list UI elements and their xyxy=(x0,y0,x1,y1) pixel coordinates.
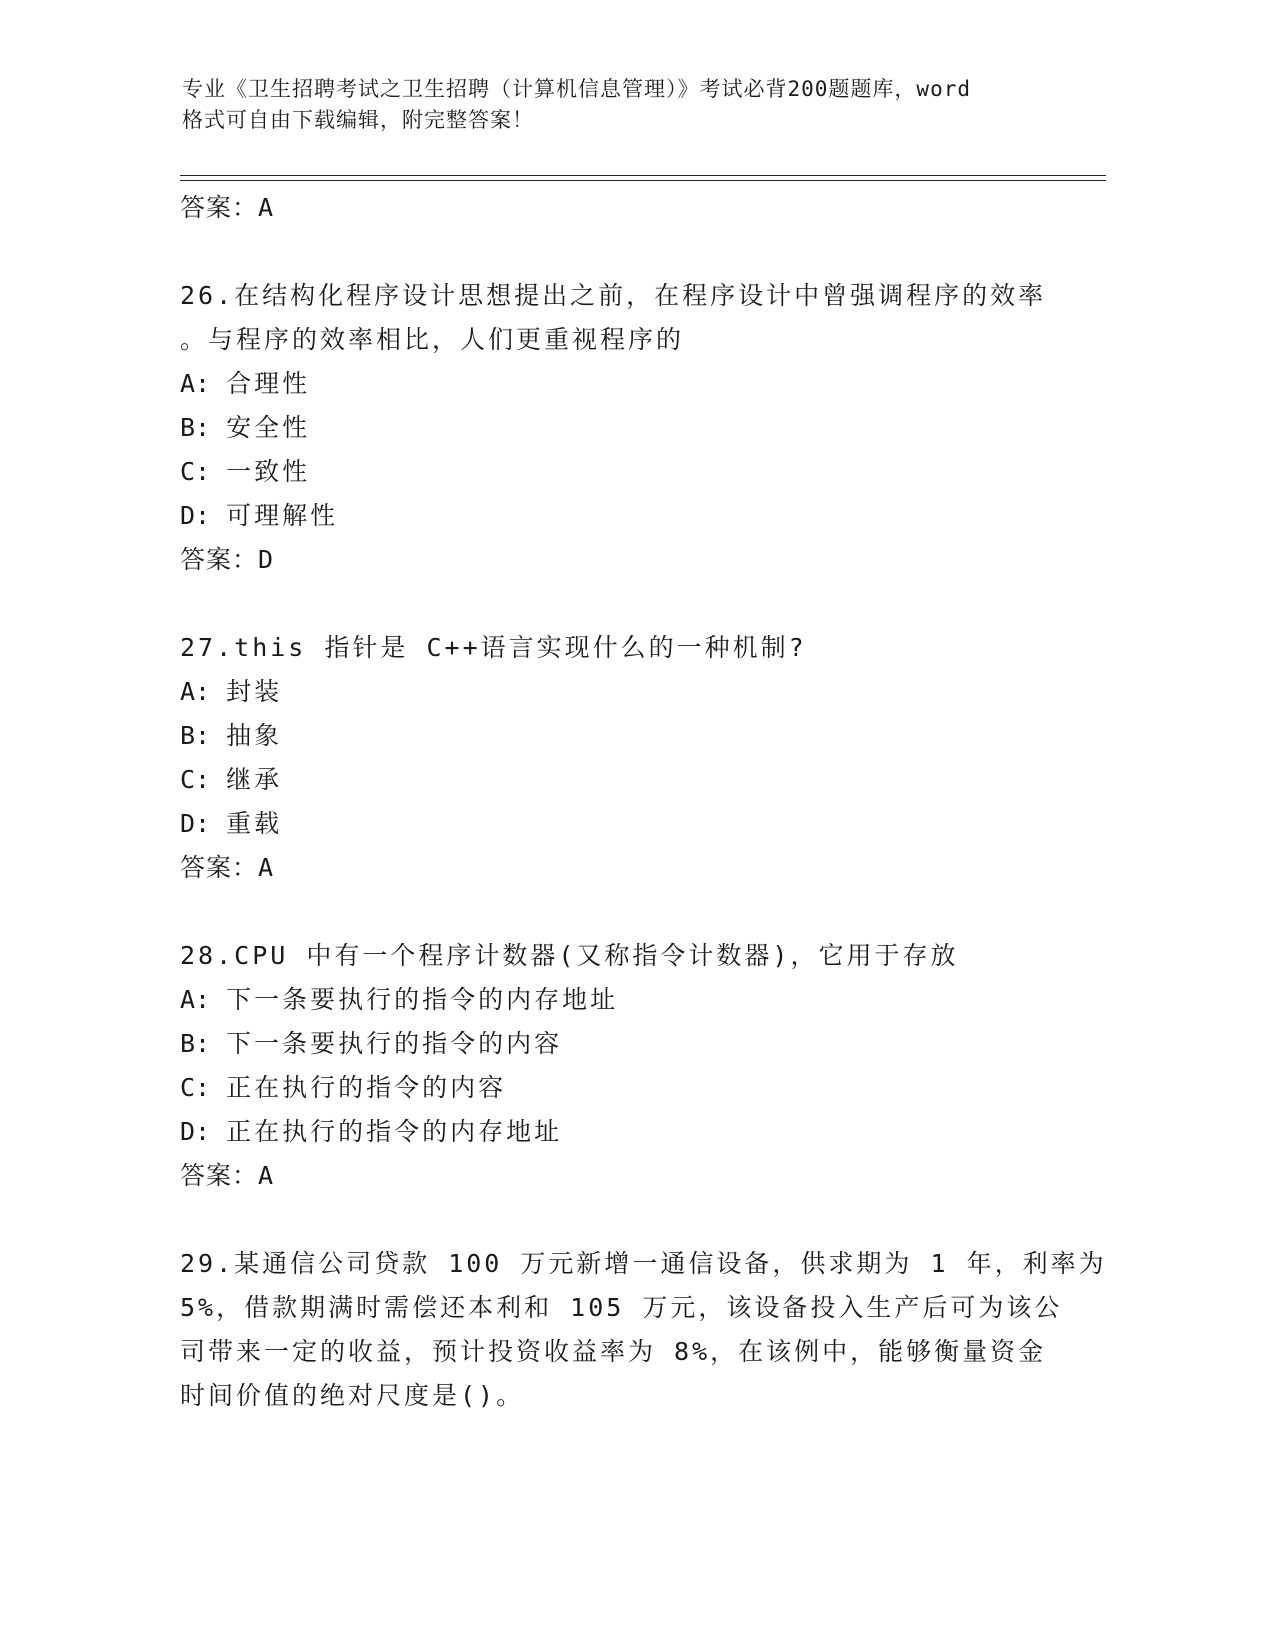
answer-line xyxy=(180,846,1080,890)
option-letter: B: xyxy=(180,413,211,442)
spacer xyxy=(180,230,1080,274)
document-header xyxy=(182,74,1082,136)
question-text xyxy=(180,274,1080,362)
question-26 xyxy=(180,274,1080,582)
option-text: 正在执行的指令的内容 xyxy=(226,1073,507,1102)
question-29 xyxy=(180,1242,1107,1418)
option-a xyxy=(180,978,1080,1022)
option-text: 下一条要执行的指令的内容 xyxy=(226,1029,563,1058)
answer-value: D xyxy=(258,545,274,574)
answer-label: 答案： xyxy=(180,545,259,574)
answer-value: A xyxy=(258,193,274,222)
option-d xyxy=(180,802,1080,846)
question-line: 26.在结构化程序设计思想提出之前，在程序设计中曾强调程序的效率 xyxy=(180,281,1047,310)
option-d xyxy=(180,1110,1080,1154)
option-text: 下一条要执行的指令的内存地址 xyxy=(226,985,619,1014)
option-c xyxy=(180,1066,1080,1110)
option-text: 抽象 xyxy=(226,721,283,750)
option-letter: C: xyxy=(180,457,211,486)
question-text xyxy=(180,934,1080,978)
answer-value: A xyxy=(258,853,274,882)
header-line-2: 格式可自由下载编辑，附完整答案！ xyxy=(182,108,534,132)
option-a xyxy=(180,362,1080,406)
option-letter: C: xyxy=(180,765,211,794)
question-line: 28.CPU 中有一个程序计数器(又称指令计数器)，它用于存放 xyxy=(180,941,959,970)
option-letter: A: xyxy=(180,369,211,398)
option-text: 安全性 xyxy=(226,413,311,442)
option-text: 正在执行的指令的内存地址 xyxy=(226,1117,563,1146)
question-28 xyxy=(180,934,1080,1198)
option-letter: C: xyxy=(180,1073,211,1102)
question-27 xyxy=(180,626,1080,890)
question-text xyxy=(180,1242,1107,1418)
option-b xyxy=(180,406,1080,450)
question-line: 29.某通信公司贷款 100 万元新增一通信设备，供求期为 1 年，利率为 xyxy=(180,1249,1107,1278)
question-list xyxy=(180,186,1107,1418)
option-c xyxy=(180,758,1080,802)
answer-label: 答案： xyxy=(180,193,259,222)
question-text xyxy=(180,626,1080,670)
answer-line xyxy=(180,538,1080,582)
option-letter: D: xyxy=(180,809,211,838)
option-text: 重载 xyxy=(226,809,283,838)
option-letter: D: xyxy=(180,1117,211,1146)
option-letter: A: xyxy=(180,985,211,1014)
header-line-1: 专业《卫生招聘考试之卫生招聘（计算机信息管理）》考试必背200题题库，word xyxy=(182,77,971,101)
question-line: 5%，借款期满时需偿还本利和 105 万元，该设备投入生产后可为该公 xyxy=(180,1293,1063,1322)
header-rule-bottom xyxy=(180,180,1106,181)
spacer xyxy=(180,582,1080,626)
answer-label: 答案： xyxy=(180,1161,259,1190)
option-b xyxy=(180,1022,1080,1066)
option-d xyxy=(180,494,1080,538)
option-b xyxy=(180,714,1080,758)
answer-line-25 xyxy=(180,186,1080,230)
option-c xyxy=(180,450,1080,494)
question-line: 。与程序的效率相比，人们更重视程序的 xyxy=(180,325,685,354)
answer-value: A xyxy=(258,1161,274,1190)
option-letter: B: xyxy=(180,721,211,750)
question-line: 27.this 指针是 C++语言实现什么的一种机制? xyxy=(180,633,807,662)
option-a xyxy=(180,670,1080,714)
option-letter: A: xyxy=(180,677,211,706)
option-text: 合理性 xyxy=(226,369,311,398)
option-text: 可理解性 xyxy=(226,501,339,530)
spacer xyxy=(180,890,1080,934)
answer-line xyxy=(180,1154,1080,1198)
option-text: 一致性 xyxy=(226,457,311,486)
option-letter: D: xyxy=(180,501,211,530)
answer-label: 答案： xyxy=(180,853,259,882)
option-text: 封装 xyxy=(226,677,283,706)
header-rule-top xyxy=(180,175,1106,176)
question-line: 时间价值的绝对尺度是()。 xyxy=(180,1381,525,1410)
spacer xyxy=(180,1198,1080,1242)
option-letter: B: xyxy=(180,1029,211,1058)
question-line: 司带来一定的收益，预计投资收益率为 8%，在该例中，能够衡量资金 xyxy=(180,1337,1047,1366)
option-text: 继承 xyxy=(226,765,283,794)
